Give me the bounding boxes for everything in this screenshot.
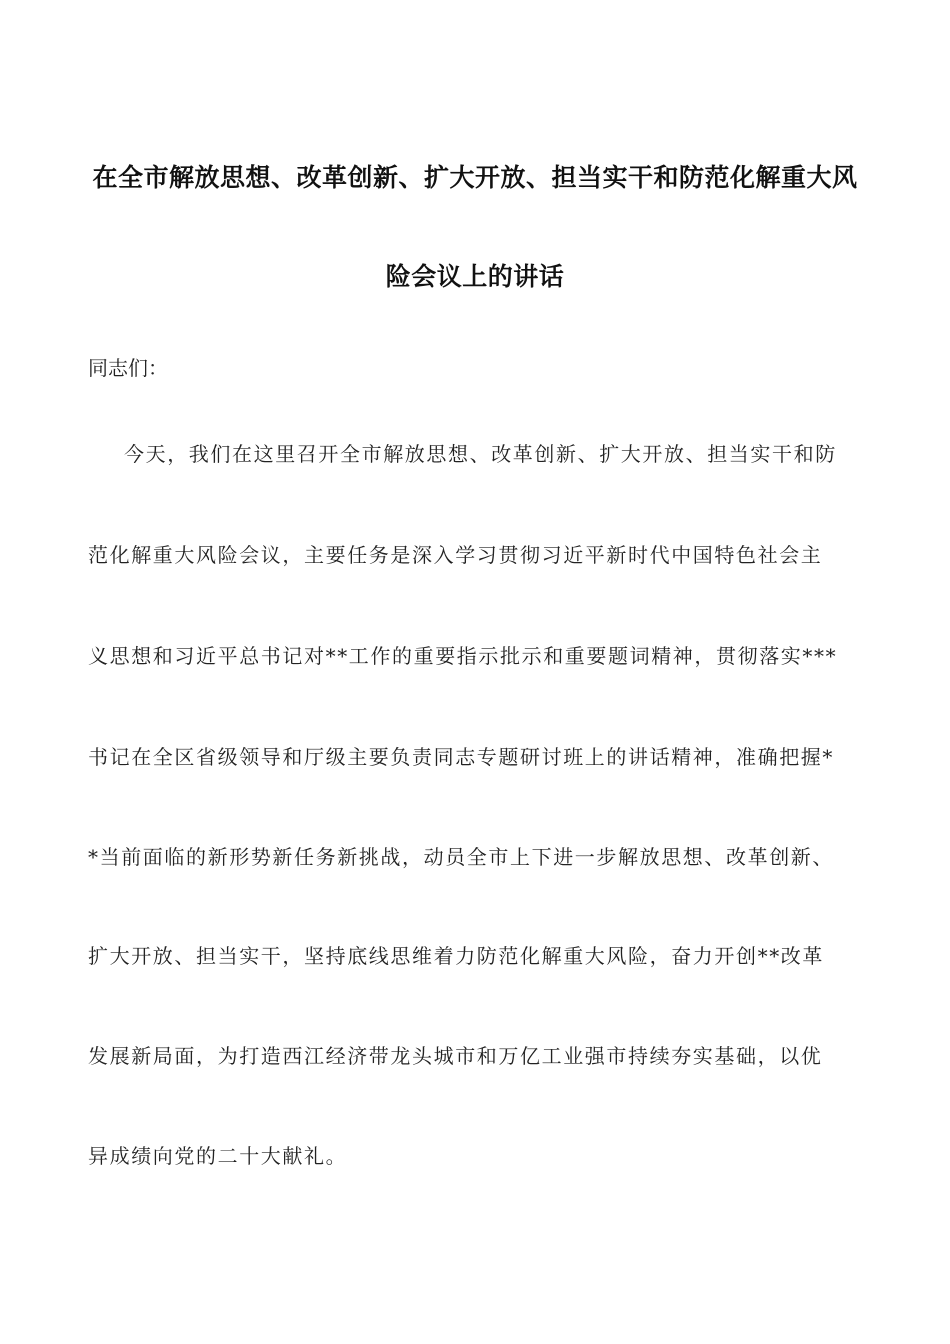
paragraph-line-4: 书记在全区省级领导和厅级主要负责同志专题研讨班上的讲话精神，准确把握* [88, 745, 834, 769]
document-title-line-2: 险会议上的讲话 [385, 262, 565, 291]
salutation: 同志们： [88, 356, 168, 380]
document-title-line-1: 在全市解放思想、改革创新、扩大开放、担当实干和防范化解重大风 [92, 163, 858, 192]
paragraph-line-3: 义思想和习近平总书记对**工作的重要指示批示和重要题词精神，贯彻落实*** [88, 644, 838, 668]
paragraph-line-7: 发展新局面，为打造西江经济带龙头城市和万亿工业强市持续夯实基础，以优 [88, 1044, 823, 1068]
paragraph-line-1: 今天，我们在这里召开全市解放思想、改革创新、扩大开放、担当实干和防 [124, 442, 837, 466]
paragraph-line-2: 范化解重大风险会议，主要任务是深入学习贯彻习近平新时代中国特色社会主 [88, 543, 823, 567]
paragraph-line-8: 异成绩向党的二十大献礼。 [88, 1144, 348, 1168]
paragraph-line-6: 扩大开放、担当实干，坚持底线思维着力防范化解重大风险，奋力开创**改革 [88, 944, 824, 968]
paragraph-line-5: *当前面临的新形势新任务新挑战，动员全市上下进一步解放思想、改革创新、 [88, 845, 834, 869]
